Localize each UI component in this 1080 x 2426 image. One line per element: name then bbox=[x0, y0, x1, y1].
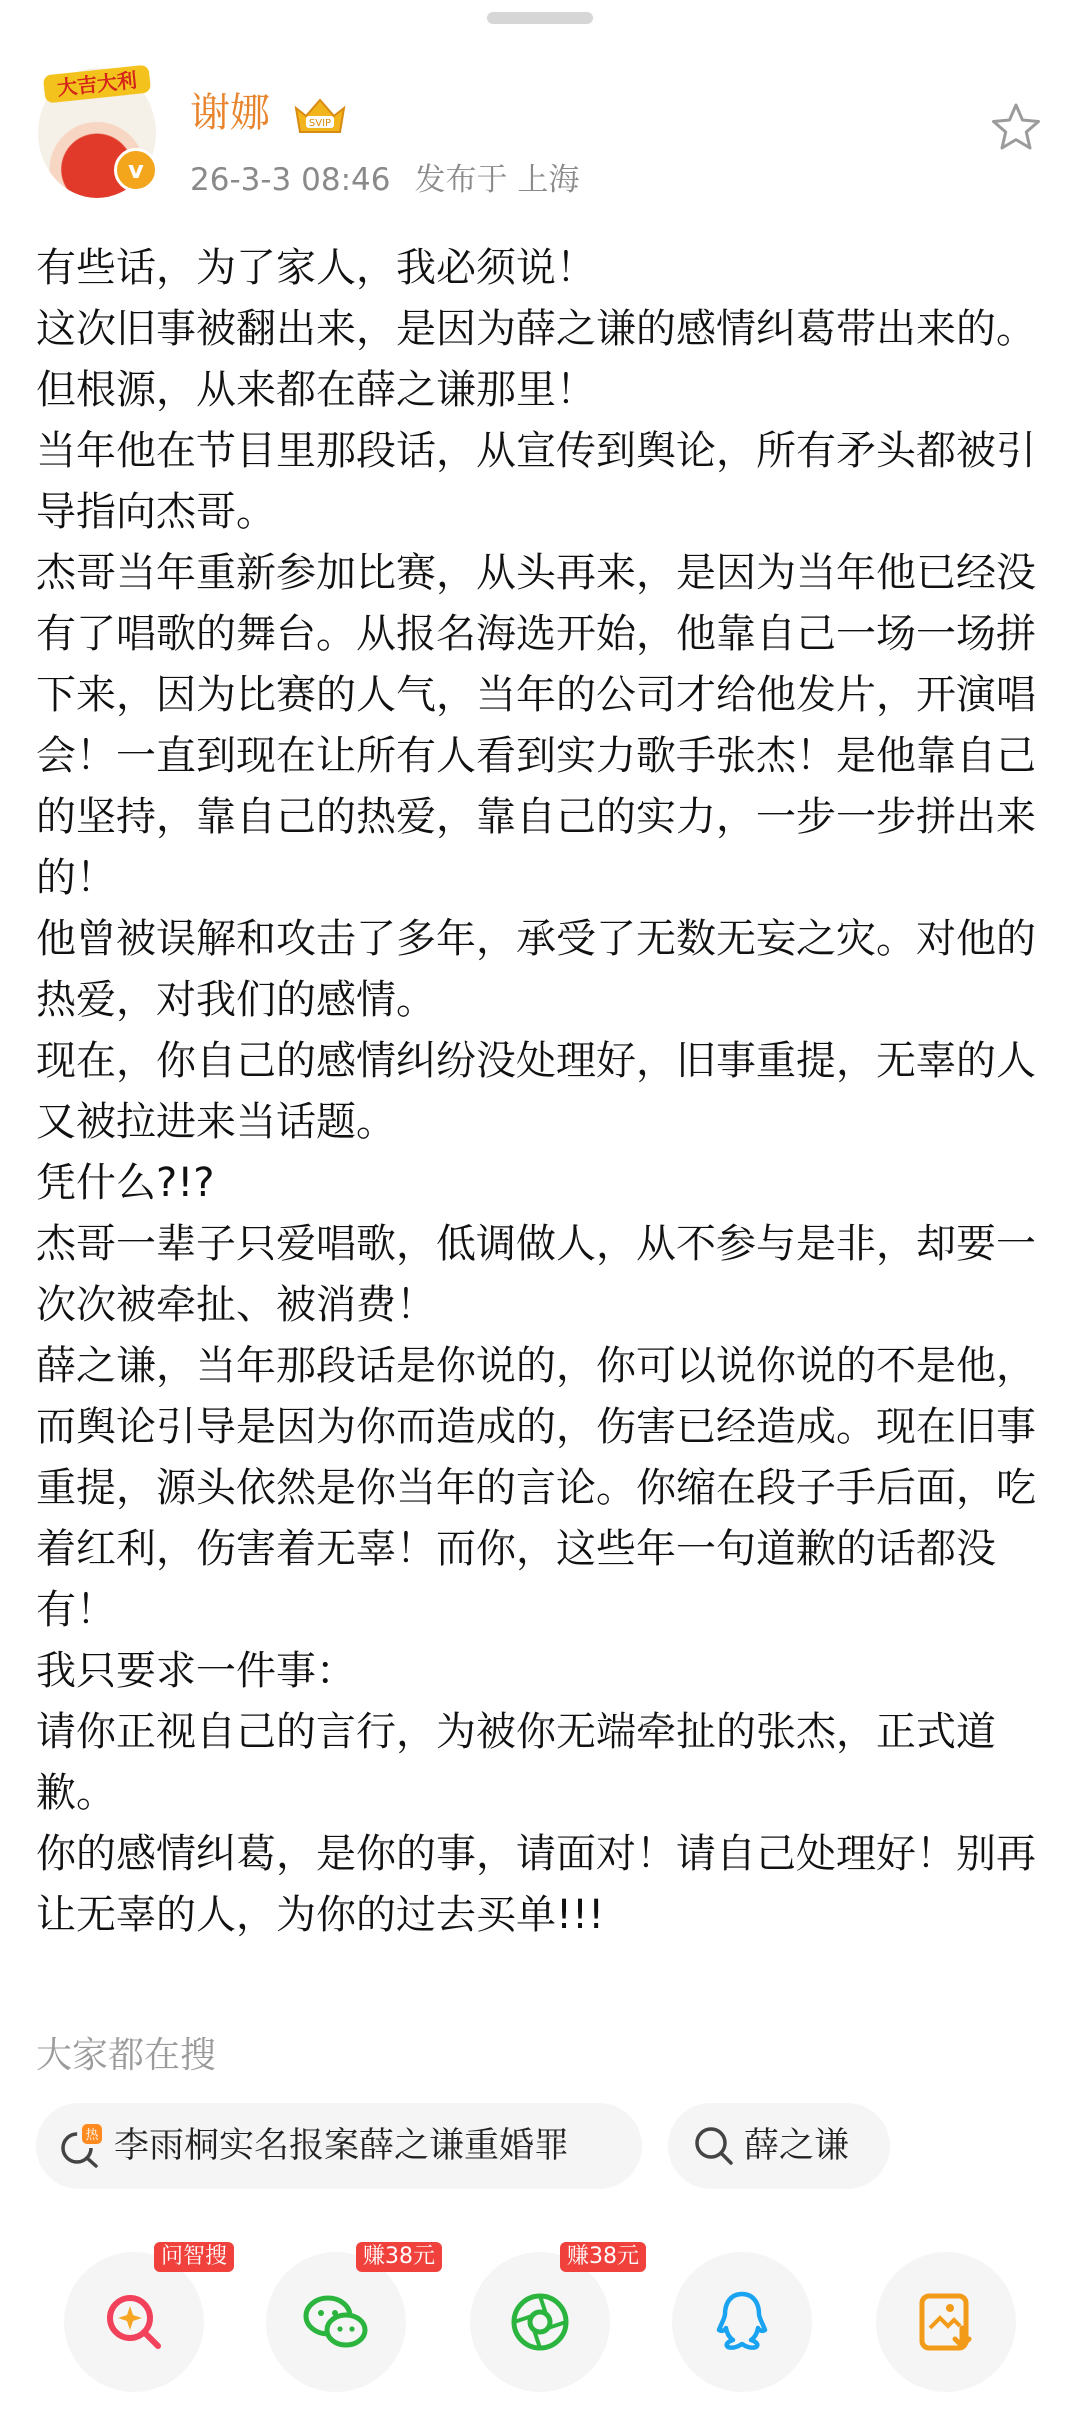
post-paragraph: 我只要求一件事： bbox=[36, 1648, 356, 1694]
ai-search-button[interactable] bbox=[64, 2244, 228, 2392]
moments-reward-tag: 赚38元 bbox=[560, 2242, 646, 2272]
post-paragraph: 有些话，为了家人，我必须说！ bbox=[36, 245, 596, 291]
save-image-button[interactable] bbox=[876, 2252, 1016, 2392]
post-timestamp: 26-3-3 08:46 bbox=[190, 162, 391, 198]
post-paragraph: 你的感情纠葛，是你的事，请面对！请自己处理好！别再让无辜的人，为你的过去买单!!! bbox=[36, 1831, 1036, 1938]
search-chip[interactable] bbox=[668, 2103, 890, 2189]
wechat-reward-tag: 赚38元 bbox=[356, 2242, 442, 2272]
wechat-share-button[interactable] bbox=[266, 2244, 435, 2392]
save-image-icon bbox=[912, 2288, 980, 2356]
sheet-drag-handle[interactable] bbox=[487, 12, 593, 24]
post-paragraph: 这次旧事被翻出来，是因为薛之谦的感情纠葛带出来的。 bbox=[36, 306, 1036, 352]
post-paragraph: 凭什么?!? bbox=[36, 1160, 215, 1206]
svg-text:热: 热 bbox=[85, 2128, 99, 2143]
post-paragraph: 但根源，从来都在薛之谦那里！ bbox=[36, 367, 596, 413]
post-meta bbox=[190, 160, 579, 200]
post-paragraph: 他曾被误解和攻击了多年，承受了无数无妄之灾。对他的热爱，对我们的感情。 bbox=[36, 916, 1036, 1023]
qq-share-button[interactable] bbox=[672, 2252, 812, 2392]
verified-badge-icon: v bbox=[114, 148, 158, 192]
search-icon bbox=[692, 2124, 736, 2168]
hot-search-icon bbox=[58, 2124, 102, 2168]
post-body bbox=[36, 238, 1046, 1946]
post-location: 发布于 上海 bbox=[414, 162, 580, 198]
post-paragraph: 薛之谦，当年那段话是你说的，你可以说你说的不是他，而舆论引导是因为你而造成的，伤害已经造成。现在旧事重提，源头依然是你当年的言论。你缩在段子手后面，吃着红利，伤害着无辜！而你，这些年一句道歉的话都没有！ bbox=[36, 1343, 1036, 1633]
qq-icon bbox=[708, 2288, 776, 2356]
post-paragraph: 杰哥当年重新参加比赛，从头再来，是因为当年他已经没有了唱歌的舞台。从报名海选开始，他靠自己一场一场拼下来，因为比赛的人气，当年的公司才给他发片，开演唱会！一直到现在让所有人看到实力歌手张杰！是他靠自己的坚持，靠自己的热爱，靠自己的实力，一步一步拼出来的！ bbox=[36, 550, 1036, 901]
ai-search-icon bbox=[100, 2288, 168, 2356]
avatar[interactable] bbox=[38, 68, 156, 198]
post-paragraph: 现在，你自己的感情纠纷没处理好，旧事重提，无辜的人又被拉进来当话题。 bbox=[36, 1038, 1036, 1145]
ai-search-tag: 问智搜 bbox=[154, 2242, 234, 2272]
wechat-icon bbox=[302, 2288, 370, 2356]
favorite-star-icon[interactable] bbox=[988, 100, 1044, 156]
svg-text:SVIP: SVIP bbox=[308, 118, 332, 129]
hot-search-label: 李雨桐实名报案薛之谦重婚罪 bbox=[114, 2126, 570, 2166]
vip-crown-icon bbox=[292, 96, 348, 136]
post-paragraph: 当年他在节目里那段话，从宣传到舆论，所有矛头都被引导指向杰哥。 bbox=[36, 428, 1036, 535]
moments-share-button[interactable] bbox=[470, 2244, 639, 2392]
hot-search-chip[interactable] bbox=[36, 2103, 642, 2189]
search-chip-label: 薛之谦 bbox=[744, 2126, 850, 2166]
author-name[interactable]: 谢娜 bbox=[190, 90, 270, 136]
post-paragraph: 杰哥一辈子只爱唱歌，低调做人，从不参与是非，却要一次次被牵扯、被消费！ bbox=[36, 1221, 1036, 1328]
hot-search-heading: 大家都在搜 bbox=[36, 2035, 217, 2076]
post-paragraph: 请你正视自己的言行，为被你无端牵扯的张杰，正式道歉。 bbox=[36, 1709, 996, 1816]
moments-icon bbox=[506, 2288, 574, 2356]
avatar-banner: 大吉大利 bbox=[43, 65, 151, 104]
